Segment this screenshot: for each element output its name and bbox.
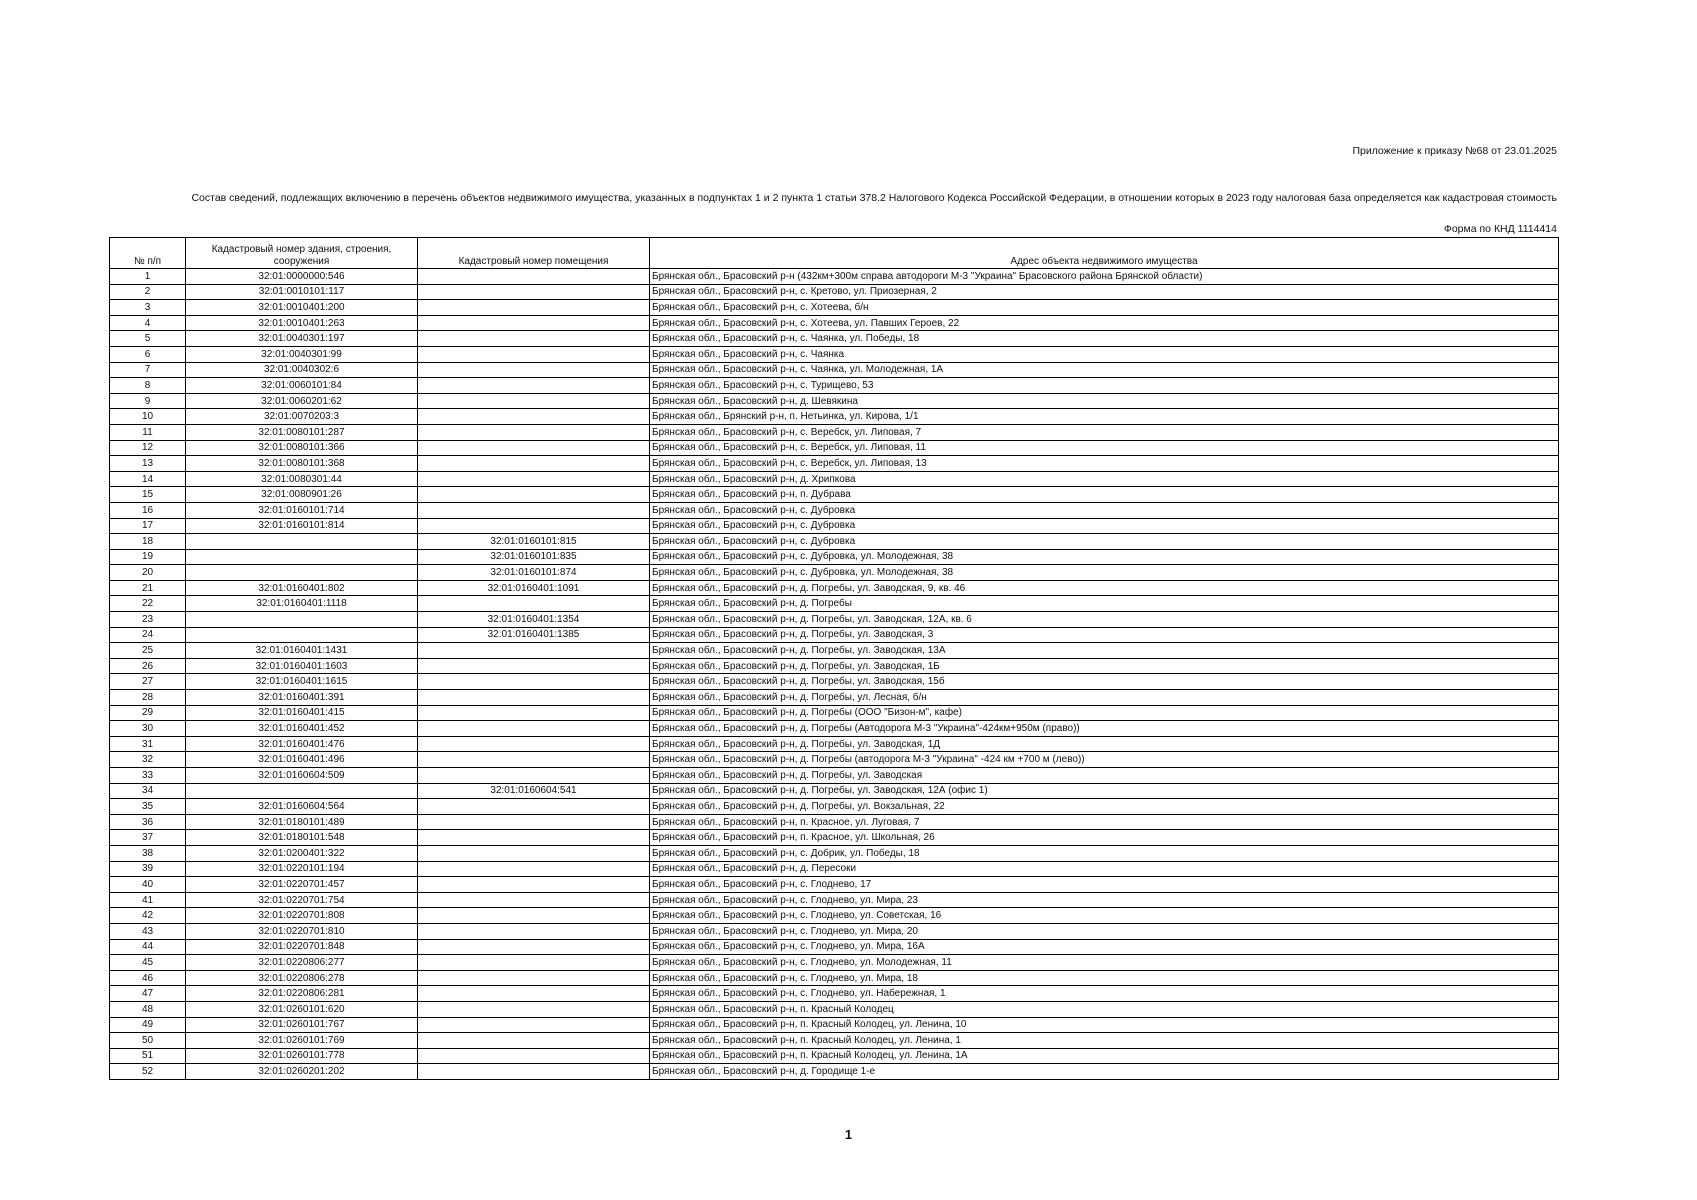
cell-address: Брянская обл., Брасовский р-н, п. Красный Колодец, ул. Ленина, 1	[650, 1033, 1559, 1049]
cell-address: Брянская обл., Брасовский р-н, п. Красный Колодец, ул. Ленина, 10	[650, 1017, 1559, 1033]
cell-num: 48	[110, 1001, 186, 1017]
cell-num: 43	[110, 923, 186, 939]
cell-num: 31	[110, 736, 186, 752]
cell-building-cadastral: 32:01:0060201:62	[186, 393, 418, 409]
table-row	[110, 565, 1559, 581]
table-row	[110, 502, 1559, 518]
cell-num: 33	[110, 768, 186, 784]
cell-address: Брянская обл., Брасовский р-н, п. Красное, ул. Школьная, 26	[650, 830, 1559, 846]
cell-address: Брянская обл., Брасовский р-н, д. Погребы, ул. Заводская, 3	[650, 627, 1559, 643]
table-row	[110, 783, 1559, 799]
cell-room-cadastral	[418, 269, 650, 285]
cell-building-cadastral	[186, 549, 418, 565]
cell-building-cadastral: 32:01:0160401:452	[186, 721, 418, 737]
cell-room-cadastral	[418, 502, 650, 518]
cell-building-cadastral: 32:01:0160604:564	[186, 799, 418, 815]
cell-room-cadastral	[418, 892, 650, 908]
cell-building-cadastral	[186, 565, 418, 581]
cell-address: Брянская обл., Брасовский р-н, д. Погребы, ул. Заводская, 12А, кв. 6	[650, 612, 1559, 628]
cell-address: Брянская обл., Брасовский р-н, с. Глоднево, ул. Советская, 16	[650, 908, 1559, 924]
cell-room-cadastral	[418, 409, 650, 425]
table-row	[110, 799, 1559, 815]
cell-building-cadastral: 32:01:0080101:368	[186, 456, 418, 472]
cell-num: 38	[110, 845, 186, 861]
cell-building-cadastral: 32:01:0010401:263	[186, 315, 418, 331]
cell-num: 42	[110, 908, 186, 924]
cell-room-cadastral: 32:01:0160604:541	[418, 783, 650, 799]
cell-num: 21	[110, 580, 186, 596]
table-row	[110, 690, 1559, 706]
cell-room-cadastral	[418, 487, 650, 503]
cell-room-cadastral	[418, 939, 650, 955]
cell-room-cadastral	[418, 596, 650, 612]
table-row	[110, 908, 1559, 924]
cell-room-cadastral: 32:01:0160101:835	[418, 549, 650, 565]
table-row	[110, 1064, 1559, 1080]
cell-building-cadastral: 32:01:0160401:802	[186, 580, 418, 596]
cell-room-cadastral	[418, 674, 650, 690]
cell-building-cadastral: 32:01:0070203:3	[186, 409, 418, 425]
cell-room-cadastral	[418, 908, 650, 924]
cell-room-cadastral	[418, 1033, 650, 1049]
cell-num: 47	[110, 986, 186, 1002]
cell-num: 28	[110, 690, 186, 706]
form-code: Форма по КНД 1114414	[1443, 223, 1557, 235]
cell-room-cadastral	[418, 518, 650, 534]
table-row	[110, 768, 1559, 784]
cell-num: 29	[110, 705, 186, 721]
cell-num: 3	[110, 300, 186, 316]
cell-address: Брянская обл., Брасовский р-н, с. Хотеева, б/н	[650, 300, 1559, 316]
cell-address: Брянская обл., Брасовский р-н, д. Погребы (автодорога М-3 "Украина" -424 км +700 м (лево))	[650, 752, 1559, 768]
cell-num: 6	[110, 346, 186, 362]
table-row	[110, 643, 1559, 659]
cell-num: 20	[110, 565, 186, 581]
cell-room-cadastral	[418, 440, 650, 456]
cell-room-cadastral	[418, 643, 650, 659]
cell-address: Брянская обл., Брасовский р-н, п. Дубрава	[650, 487, 1559, 503]
cell-address: Брянская обл., Брасовский р-н, д. Погребы	[650, 596, 1559, 612]
cell-room-cadastral: 32:01:0160101:874	[418, 565, 650, 581]
cell-address: Брянская обл., Брасовский р-н, с. Глоднево, 17	[650, 877, 1559, 893]
cell-address: Брянская обл., Брасовский р-н, д. Погребы, ул. Заводская	[650, 768, 1559, 784]
cell-building-cadastral: 32:01:0220701:810	[186, 923, 418, 939]
cell-building-cadastral: 32:01:0220701:754	[186, 892, 418, 908]
cell-room-cadastral	[418, 845, 650, 861]
cell-address: Брянская обл., Брасовский р-н, д. Погребы (ООО "Бизон-м", кафе)	[650, 705, 1559, 721]
table-row	[110, 487, 1559, 503]
cell-address: Брянская обл., Брасовский р-н, д. Погребы, ул. Заводская, 1Д	[650, 736, 1559, 752]
cell-address: Брянская обл., Брасовский р-н, с. Глоднево, ул. Мира, 18	[650, 970, 1559, 986]
cell-room-cadastral	[418, 456, 650, 472]
cell-num: 27	[110, 674, 186, 690]
document-description: Состав сведений, подлежащих включению в перечень объектов недвижимого имущества, указанных в подпунктах 1 и 2 пункта 1 статьи 378.2 Налогового Кодекса Российской Федерации, в отношении которых в 2023 году налоговая база определяется как кадастровая стоимость	[191, 192, 1557, 204]
appendix-note: Приложение к приказу №68 от 23.01.2025	[1352, 145, 1557, 157]
cell-room-cadastral	[418, 378, 650, 394]
cell-address: Брянская обл., Брасовский р-н, д. Пересоки	[650, 861, 1559, 877]
cell-address: Брянская обл., Брасовский р-н, д. Погребы, ул. Заводская, 15б	[650, 674, 1559, 690]
cell-building-cadastral: 32:01:0160401:1615	[186, 674, 418, 690]
cell-address: Брянская обл., Брасовский р-н, с. Веребск, ул. Липовая, 13	[650, 456, 1559, 472]
cell-address: Брянская обл., Брасовский р-н, д. Погребы, ул. Заводская, 1Б	[650, 658, 1559, 674]
cell-num: 34	[110, 783, 186, 799]
cell-address: Брянская обл., Брянский р-н, п. Нетьинка, ул. Кирова, 1/1	[650, 409, 1559, 425]
cell-address: Брянская обл., Брасовский р-н, д. Городище 1-е	[650, 1064, 1559, 1080]
cell-address: Брянская обл., Брасовский р-н, с. Добрик, ул. Победы, 18	[650, 845, 1559, 861]
cell-address: Брянская обл., Брасовский р-н, с. Глоднево, ул. Мира, 20	[650, 923, 1559, 939]
column-header-building: Кадастровый номер здания, строения, сооружения	[186, 238, 418, 269]
table-row	[110, 471, 1559, 487]
cell-room-cadastral	[418, 362, 650, 378]
table-row	[110, 269, 1559, 285]
cell-address: Брянская обл., Брасовский р-н, с. Глоднево, ул. Мира, 16А	[650, 939, 1559, 955]
table-header-row	[110, 238, 1559, 269]
cell-address: Брянская обл., Брасовский р-н, с. Чаянка, ул. Молодежная, 1А	[650, 362, 1559, 378]
cell-num: 10	[110, 409, 186, 425]
cell-room-cadastral	[418, 768, 650, 784]
cell-building-cadastral: 32:01:0220806:278	[186, 970, 418, 986]
cell-room-cadastral	[418, 923, 650, 939]
cell-address: Брянская обл., Брасовский р-н, д. Погребы, ул. Лесная, б/н	[650, 690, 1559, 706]
cell-address: Брянская обл., Брасовский р-н, с. Дубровка	[650, 518, 1559, 534]
cell-building-cadastral: 32:01:0200401:322	[186, 845, 418, 861]
cell-address: Брянская обл., Брасовский р-н, с. Дубровка, ул. Молодежная, 38	[650, 565, 1559, 581]
table-row	[110, 658, 1559, 674]
cell-num: 23	[110, 612, 186, 628]
cell-num: 17	[110, 518, 186, 534]
cell-num: 9	[110, 393, 186, 409]
cell-num: 35	[110, 799, 186, 815]
cell-building-cadastral: 32:01:0160604:509	[186, 768, 418, 784]
cell-num: 24	[110, 627, 186, 643]
table-row	[110, 674, 1559, 690]
cell-building-cadastral: 32:01:0260101:769	[186, 1033, 418, 1049]
cell-room-cadastral: 32:01:0160101:815	[418, 534, 650, 550]
cell-address: Брянская обл., Брасовский р-н, с. Чаянка	[650, 346, 1559, 362]
table-row	[110, 596, 1559, 612]
cell-num: 7	[110, 362, 186, 378]
cell-room-cadastral	[418, 1017, 650, 1033]
cell-address: Брянская обл., Брасовский р-н, с. Глоднево, ул. Мира, 23	[650, 892, 1559, 908]
cell-building-cadastral: 32:01:0160101:714	[186, 502, 418, 518]
cell-num: 49	[110, 1017, 186, 1033]
table-row	[110, 580, 1559, 596]
table-row	[110, 424, 1559, 440]
cell-room-cadastral	[418, 346, 650, 362]
table-row	[110, 955, 1559, 971]
cell-num: 12	[110, 440, 186, 456]
cell-room-cadastral	[418, 861, 650, 877]
table-row	[110, 939, 1559, 955]
cell-address: Брянская обл., Брасовский р-н, д. Шевякина	[650, 393, 1559, 409]
cell-building-cadastral: 32:01:0060101:84	[186, 378, 418, 394]
table-row	[110, 362, 1559, 378]
cell-num: 46	[110, 970, 186, 986]
cell-building-cadastral: 32:01:0220701:848	[186, 939, 418, 955]
cell-address: Брянская обл., Брасовский р-н, с. Кретово, ул. Приозерная, 2	[650, 284, 1559, 300]
table-row	[110, 814, 1559, 830]
cell-num: 16	[110, 502, 186, 518]
table-row	[110, 923, 1559, 939]
cell-building-cadastral	[186, 534, 418, 550]
cell-building-cadastral	[186, 612, 418, 628]
cell-num: 8	[110, 378, 186, 394]
cell-num: 19	[110, 549, 186, 565]
cell-address: Брянская обл., Брасовский р-н, д. Погребы, ул. Заводская, 12А (офис 1)	[650, 783, 1559, 799]
cell-building-cadastral: 32:01:0040301:197	[186, 331, 418, 347]
cell-address: Брянская обл., Брасовский р-н, с. Веребск, ул. Липовая, 11	[650, 440, 1559, 456]
table-row	[110, 518, 1559, 534]
cell-address: Брянская обл., Брасовский р-н, п. Красное, ул. Луговая, 7	[650, 814, 1559, 830]
column-header-room: Кадастровый номер помещения	[418, 238, 650, 269]
cell-room-cadastral	[418, 970, 650, 986]
table-row	[110, 736, 1559, 752]
cell-address: Брянская обл., Брасовский р-н, д. Погребы, ул. Заводская, 13А	[650, 643, 1559, 659]
cell-building-cadastral: 32:01:0260101:620	[186, 1001, 418, 1017]
cell-num: 2	[110, 284, 186, 300]
cell-num: 36	[110, 814, 186, 830]
cell-building-cadastral: 32:01:0160101:814	[186, 518, 418, 534]
cell-room-cadastral	[418, 690, 650, 706]
cell-building-cadastral: 32:01:0010401:200	[186, 300, 418, 316]
cell-building-cadastral: 32:01:0220806:281	[186, 986, 418, 1002]
cell-building-cadastral: 32:01:0080101:287	[186, 424, 418, 440]
cell-num: 45	[110, 955, 186, 971]
table-row	[110, 393, 1559, 409]
cell-building-cadastral: 32:01:0220101:194	[186, 861, 418, 877]
cell-address: Брянская обл., Брасовский р-н, д. Погребы (Автодорога М-3 "Украина"-424км+950м (право))	[650, 721, 1559, 737]
cell-building-cadastral: 32:01:0010101:117	[186, 284, 418, 300]
cell-room-cadastral	[418, 471, 650, 487]
cell-room-cadastral	[418, 658, 650, 674]
table-row	[110, 721, 1559, 737]
cell-building-cadastral: 32:01:0080101:366	[186, 440, 418, 456]
cell-room-cadastral	[418, 877, 650, 893]
cell-address: Брянская обл., Брасовский р-н, с. Чаянка, ул. Победы, 18	[650, 331, 1559, 347]
table-row	[110, 440, 1559, 456]
cell-num: 41	[110, 892, 186, 908]
cell-building-cadastral: 32:01:0000000:546	[186, 269, 418, 285]
table-row	[110, 1001, 1559, 1017]
cell-building-cadastral: 32:01:0220806:277	[186, 955, 418, 971]
table-row	[110, 409, 1559, 425]
cell-room-cadastral	[418, 830, 650, 846]
cell-building-cadastral: 32:01:0160401:476	[186, 736, 418, 752]
cell-room-cadastral	[418, 799, 650, 815]
cell-building-cadastral: 32:01:0160401:1603	[186, 658, 418, 674]
table-row	[110, 986, 1559, 1002]
table-row	[110, 1048, 1559, 1064]
table-row	[110, 892, 1559, 908]
cell-num: 13	[110, 456, 186, 472]
cell-num: 25	[110, 643, 186, 659]
cell-address: Брянская обл., Брасовский р-н, д. Погребы, ул. Заводская, 9, кв. 46	[650, 580, 1559, 596]
table-row	[110, 315, 1559, 331]
table-row	[110, 456, 1559, 472]
cell-building-cadastral: 32:01:0080301:44	[186, 471, 418, 487]
page-number: 1	[844, 1127, 853, 1142]
property-registry-table	[109, 237, 1559, 1080]
cell-room-cadastral	[418, 955, 650, 971]
cell-building-cadastral: 32:01:0180101:548	[186, 830, 418, 846]
cell-address: Брянская обл., Брасовский р-н, п. Красный Колодец, ул. Ленина, 1А	[650, 1048, 1559, 1064]
cell-num: 14	[110, 471, 186, 487]
cell-num: 11	[110, 424, 186, 440]
cell-num: 18	[110, 534, 186, 550]
cell-room-cadastral	[418, 393, 650, 409]
cell-num: 51	[110, 1048, 186, 1064]
table-row	[110, 346, 1559, 362]
cell-building-cadastral	[186, 627, 418, 643]
table-row	[110, 845, 1559, 861]
cell-num: 50	[110, 1033, 186, 1049]
cell-num: 40	[110, 877, 186, 893]
cell-num: 37	[110, 830, 186, 846]
table-row	[110, 300, 1559, 316]
cell-room-cadastral: 32:01:0160401:1354	[418, 612, 650, 628]
cell-room-cadastral: 32:01:0160401:1385	[418, 627, 650, 643]
cell-address: Брянская обл., Брасовский р-н, с. Дубровка	[650, 534, 1559, 550]
table-row	[110, 970, 1559, 986]
cell-building-cadastral: 32:01:0160401:1118	[186, 596, 418, 612]
cell-room-cadastral	[418, 1001, 650, 1017]
cell-num: 4	[110, 315, 186, 331]
table-row	[110, 830, 1559, 846]
cell-room-cadastral	[418, 752, 650, 768]
cell-room-cadastral	[418, 284, 650, 300]
cell-address: Брянская обл., Брасовский р-н, с. Глоднево, ул. Набережная, 1	[650, 986, 1559, 1002]
table-row	[110, 1033, 1559, 1049]
cell-address: Брянская обл., Брасовский р-н, с. Хотеева, ул. Павших Героев, 22	[650, 315, 1559, 331]
cell-num: 26	[110, 658, 186, 674]
cell-address: Брянская обл., Брасовский р-н, с. Веребск, ул. Липовая, 7	[650, 424, 1559, 440]
cell-building-cadastral: 32:01:0040302:6	[186, 362, 418, 378]
table-row	[110, 861, 1559, 877]
table-row	[110, 534, 1559, 550]
cell-room-cadastral	[418, 1064, 650, 1080]
table-row	[110, 627, 1559, 643]
cell-building-cadastral: 32:01:0260101:778	[186, 1048, 418, 1064]
table-row	[110, 549, 1559, 565]
cell-building-cadastral: 32:01:0080901:26	[186, 487, 418, 503]
cell-room-cadastral	[418, 300, 650, 316]
cell-num: 30	[110, 721, 186, 737]
cell-address: Брянская обл., Брасовский р-н, п. Красный Колодец	[650, 1001, 1559, 1017]
cell-room-cadastral: 32:01:0160401:1091	[418, 580, 650, 596]
cell-building-cadastral: 32:01:0040301:99	[186, 346, 418, 362]
cell-address: Брянская обл., Брасовский р-н, д. Хрипкова	[650, 471, 1559, 487]
cell-building-cadastral: 32:01:0220701:457	[186, 877, 418, 893]
cell-building-cadastral: 32:01:0220701:808	[186, 908, 418, 924]
cell-room-cadastral	[418, 721, 650, 737]
cell-building-cadastral: 32:01:0260101:767	[186, 1017, 418, 1033]
cell-num: 52	[110, 1064, 186, 1080]
cell-address: Брянская обл., Брасовский р-н, с. Дубровка, ул. Молодежная, 38	[650, 549, 1559, 565]
table-row	[110, 284, 1559, 300]
cell-address: Брянская обл., Брасовский р-н (432км+300м справа автодороги М-3 "Украина" Брасовского района Брянской области)	[650, 269, 1559, 285]
cell-num: 22	[110, 596, 186, 612]
table-row	[110, 752, 1559, 768]
cell-room-cadastral	[418, 315, 650, 331]
cell-building-cadastral: 32:01:0180101:489	[186, 814, 418, 830]
cell-address: Брянская обл., Брасовский р-н, с. Дубровка	[650, 502, 1559, 518]
column-header-address: Адрес объекта недвижимого имущества	[650, 238, 1559, 269]
cell-building-cadastral: 32:01:0160401:391	[186, 690, 418, 706]
cell-num: 1	[110, 269, 186, 285]
table-row	[110, 877, 1559, 893]
cell-num: 32	[110, 752, 186, 768]
cell-room-cadastral	[418, 424, 650, 440]
table-row	[110, 378, 1559, 394]
cell-room-cadastral	[418, 986, 650, 1002]
cell-room-cadastral	[418, 814, 650, 830]
cell-room-cadastral	[418, 1048, 650, 1064]
cell-num: 15	[110, 487, 186, 503]
cell-address: Брянская обл., Брасовский р-н, д. Погребы, ул. Вокзальная, 22	[650, 799, 1559, 815]
table-row	[110, 705, 1559, 721]
cell-num: 5	[110, 331, 186, 347]
cell-address: Брянская обл., Брасовский р-н, с. Турищево, 53	[650, 378, 1559, 394]
cell-room-cadastral	[418, 705, 650, 721]
cell-address: Брянская обл., Брасовский р-н, с. Глоднево, ул. Молодежная, 11	[650, 955, 1559, 971]
cell-building-cadastral	[186, 783, 418, 799]
cell-num: 39	[110, 861, 186, 877]
cell-building-cadastral: 32:01:0160401:415	[186, 705, 418, 721]
cell-room-cadastral	[418, 736, 650, 752]
cell-building-cadastral: 32:01:0160401:496	[186, 752, 418, 768]
table-row	[110, 1017, 1559, 1033]
cell-building-cadastral: 32:01:0260201:202	[186, 1064, 418, 1080]
cell-room-cadastral	[418, 331, 650, 347]
cell-num: 44	[110, 939, 186, 955]
table-row	[110, 612, 1559, 628]
table-body	[110, 269, 1559, 1080]
table-row	[110, 331, 1559, 347]
cell-building-cadastral: 32:01:0160401:1431	[186, 643, 418, 659]
column-header-num: № п/п	[110, 238, 186, 269]
